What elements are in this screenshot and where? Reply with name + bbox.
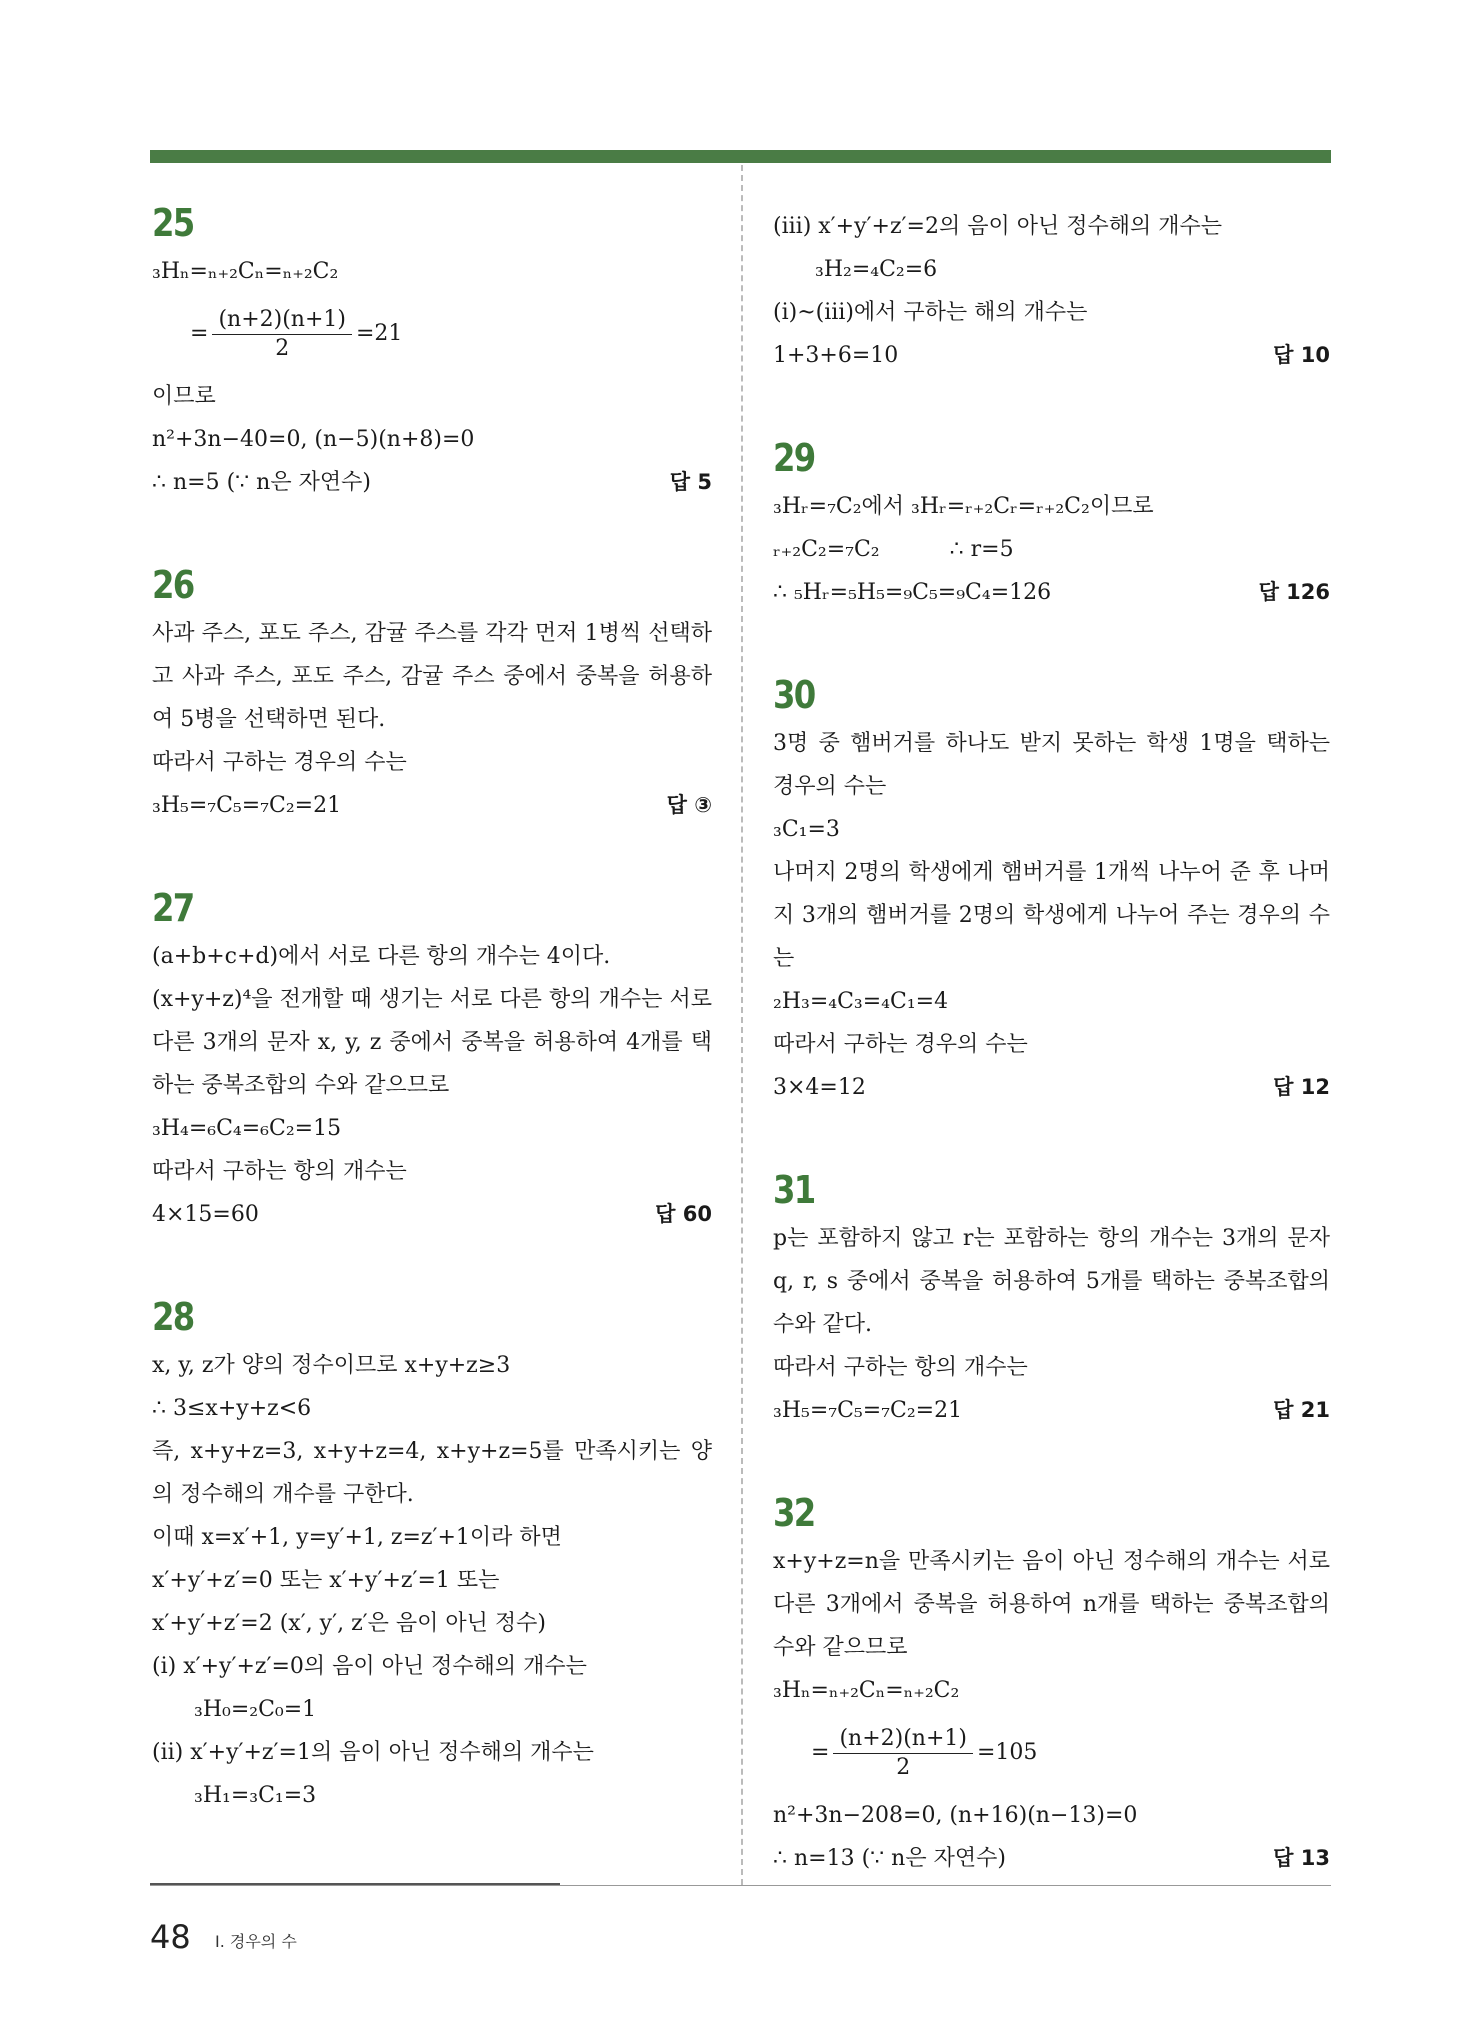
solution-line: n²+3n−208=0, (n+16)(n−13)=0 [773,1803,1138,1828]
column-divider [741,165,743,1885]
solution-line: 따라서 구하는 경우의 수는 [152,750,407,775]
fraction-line: = $\frac{(n+2)(n+1)}{2}$ =21 [190,306,403,361]
answer-label: 답 10 [1273,343,1330,367]
solution-line: ₃H₅=₇C₅=₇C₂=21 답 21 [773,1389,1330,1432]
solution-line: x′+y′+z′=0 또는 x′+y′+z′=1 또는 [152,1568,500,1593]
solution-paragraph: 즉, x+y+z=3, x+y+z=4, x+y+z=5를 만족시키는 양의 정수해의 개수를 구한다. [152,1439,712,1507]
answer-label: 답 126 [1258,580,1330,604]
problem-31 [773,1167,1330,1432]
solution-line: 이므로 [152,384,216,409]
solution-line: 따라서 구하는 항의 개수는 [773,1355,1028,1380]
solution-line: ₃H₅=₇C₅=₇C₂=21 답 ③ [152,784,712,827]
footer-rule [150,1885,1331,1886]
solution-line: (ⅲ) x′+y′+z′=2의 음이 아닌 정수해의 개수는 [773,214,1222,239]
problem-number: 31 [773,1168,815,1212]
right-column [773,205,1330,1938]
problem-number: 26 [152,563,194,607]
solution-line: (ⅰ) x′+y′+z′=0의 음이 아닌 정수해의 개수는 [152,1654,587,1679]
problem-number: 28 [152,1295,194,1339]
answer-label: 답 5 [669,470,712,494]
solution-line: 4×15=60 답 60 [152,1193,712,1236]
answer-label: 답 21 [1273,1398,1330,1422]
answer-label: 답 ③ [666,793,712,817]
chapter-title: Ⅰ. 경우의 수 [215,1932,297,1951]
solution-line: ₃H₂=₄C₂=6 [815,257,938,282]
denominator: 2 [275,335,290,361]
problem-29 [773,435,1330,614]
solution-line: ₃Hᵣ=₇C₂에서 ₃Hᵣ=ᵣ₊₂Cᵣ=ᵣ₊₂C₂이므로 [773,494,1154,519]
solution-line: ₃Hₙ=ₙ₊₂Cₙ=ₙ₊₂C₂ [773,1678,960,1703]
page-number: 48 [150,1918,191,1956]
solution-line: ∴ n=13 (∵ n은 자연수) 답 13 [773,1837,1330,1880]
solution-line: ∴ n=5 (∵ n은 자연수) 답 5 [152,461,712,504]
problem-30 [773,672,1330,1109]
solution-line: (ⅰ)~(ⅲ)에서 구하는 해의 개수는 [773,300,1088,325]
solution-line: ᵣ₊₂C₂=₇C₂ ∴ r=5 [773,537,1014,562]
numerator: (n+2)(n+1) [833,1725,973,1754]
solution-line: 따라서 구하는 경우의 수는 [773,1032,1028,1057]
solution-line: 3×4=12 답 12 [773,1066,1330,1109]
footer-rule-accent [150,1883,560,1885]
problem-27 [152,885,712,1236]
header-accent-bar [150,150,1331,163]
solution-line: 따라서 구하는 항의 개수는 [152,1159,407,1184]
problem-number: 27 [152,886,194,930]
solution-line: ∴ 3≤x+y+z<6 [152,1396,312,1421]
problem-number: 30 [773,673,815,717]
problem-28 [152,1294,712,1817]
solution-line: ₃H₄=₆C₄=₆C₂=15 [152,1116,342,1141]
solution-line: ₃H₀=₂C₀=1 [194,1697,317,1722]
solution-line: ₃C₁=3 [773,817,840,842]
answer-label: 답 13 [1273,1846,1330,1870]
left-column [152,200,712,1875]
solution-paragraph: 나머지 2명의 학생에게 햄버거를 1개씩 나누어 준 후 나머지 3개의 햄버거를 2명의 학생에게 나누어 주는 경우의 수는 [773,860,1330,971]
solution-paragraph: (x+y+z)⁴을 전개할 때 생기는 서로 다른 항의 개수는 서로 다른 3개의 문자 x, y, z 중에서 중복을 허용하여 4개를 택하는 중복조합의 수와 같으므로 [152,987,712,1098]
solution-line: x′+y′+z′=2 (x′, y′, z′은 음이 아닌 정수) [152,1611,546,1636]
solution-line: ∴ ₅Hᵣ=₅H₅=₉C₅=₉C₄=126 답 126 [773,571,1330,614]
answer-label: 답 12 [1273,1075,1330,1099]
answer-label: 답 60 [655,1202,712,1226]
fraction-line: = $\frac{(n+2)(n+1)}{2}$ =105 [811,1725,1038,1780]
problem-25 [152,200,712,504]
problem-number: 32 [773,1491,815,1535]
problem-number: 29 [773,436,815,480]
problem-28-continued [773,205,1330,377]
solution-paragraph: x+y+z=n을 만족시키는 음이 아닌 정수해의 개수는 서로 다른 3개에서 중복을 허용하여 n개를 택하는 중복조합의 수와 같으므로 [773,1549,1330,1660]
numerator: (n+2)(n+1) [212,306,352,335]
fraction [833,1725,973,1782]
solution-paragraph: 사과 주스, 포도 주스, 감귤 주스를 각각 먼저 1병씩 선택하고 사과 주스, 포도 주스, 감귤 주스 중에서 중복을 허용하여 5병을 선택하면 된다. [152,621,712,732]
fraction [212,306,352,363]
solution-line: x, y, z가 양의 정수이므로 x+y+z≥3 [152,1353,511,1378]
solution-line: (a+b+c+d)에서 서로 다른 항의 개수는 4이다. [152,944,611,969]
denominator: 2 [896,1754,911,1780]
problem-32 [773,1490,1330,1880]
problem-number: 25 [152,201,194,245]
solution-line: 이때 x=x′+1, y=y′+1, z=z′+1이라 하면 [152,1525,562,1550]
solution-line: n²+3n−40=0, (n−5)(n+8)=0 [152,427,475,452]
solution-paragraph: p는 포함하지 않고 r는 포함하는 항의 개수는 3개의 문자 q, r, s 중에서 중복을 허용하여 5개를 택하는 중복조합의 수와 같다. [773,1226,1330,1337]
solution-line: 1+3+6=10 답 10 [773,334,1330,377]
solution-line: ₂H₃=₄C₃=₄C₁=4 [773,989,949,1014]
solution-line: ₃H₁=₃C₁=3 [194,1783,317,1808]
problem-26 [152,562,712,827]
solution-line: (ⅱ) x′+y′+z′=1의 음이 아닌 정수해의 개수는 [152,1740,594,1765]
solution-line: ₃Hₙ=ₙ₊₂Cₙ=ₙ₊₂C₂ [152,259,339,284]
solution-paragraph: 3명 중 햄버거를 하나도 받지 못하는 학생 1명을 택하는 경우의 수는 [773,731,1330,799]
